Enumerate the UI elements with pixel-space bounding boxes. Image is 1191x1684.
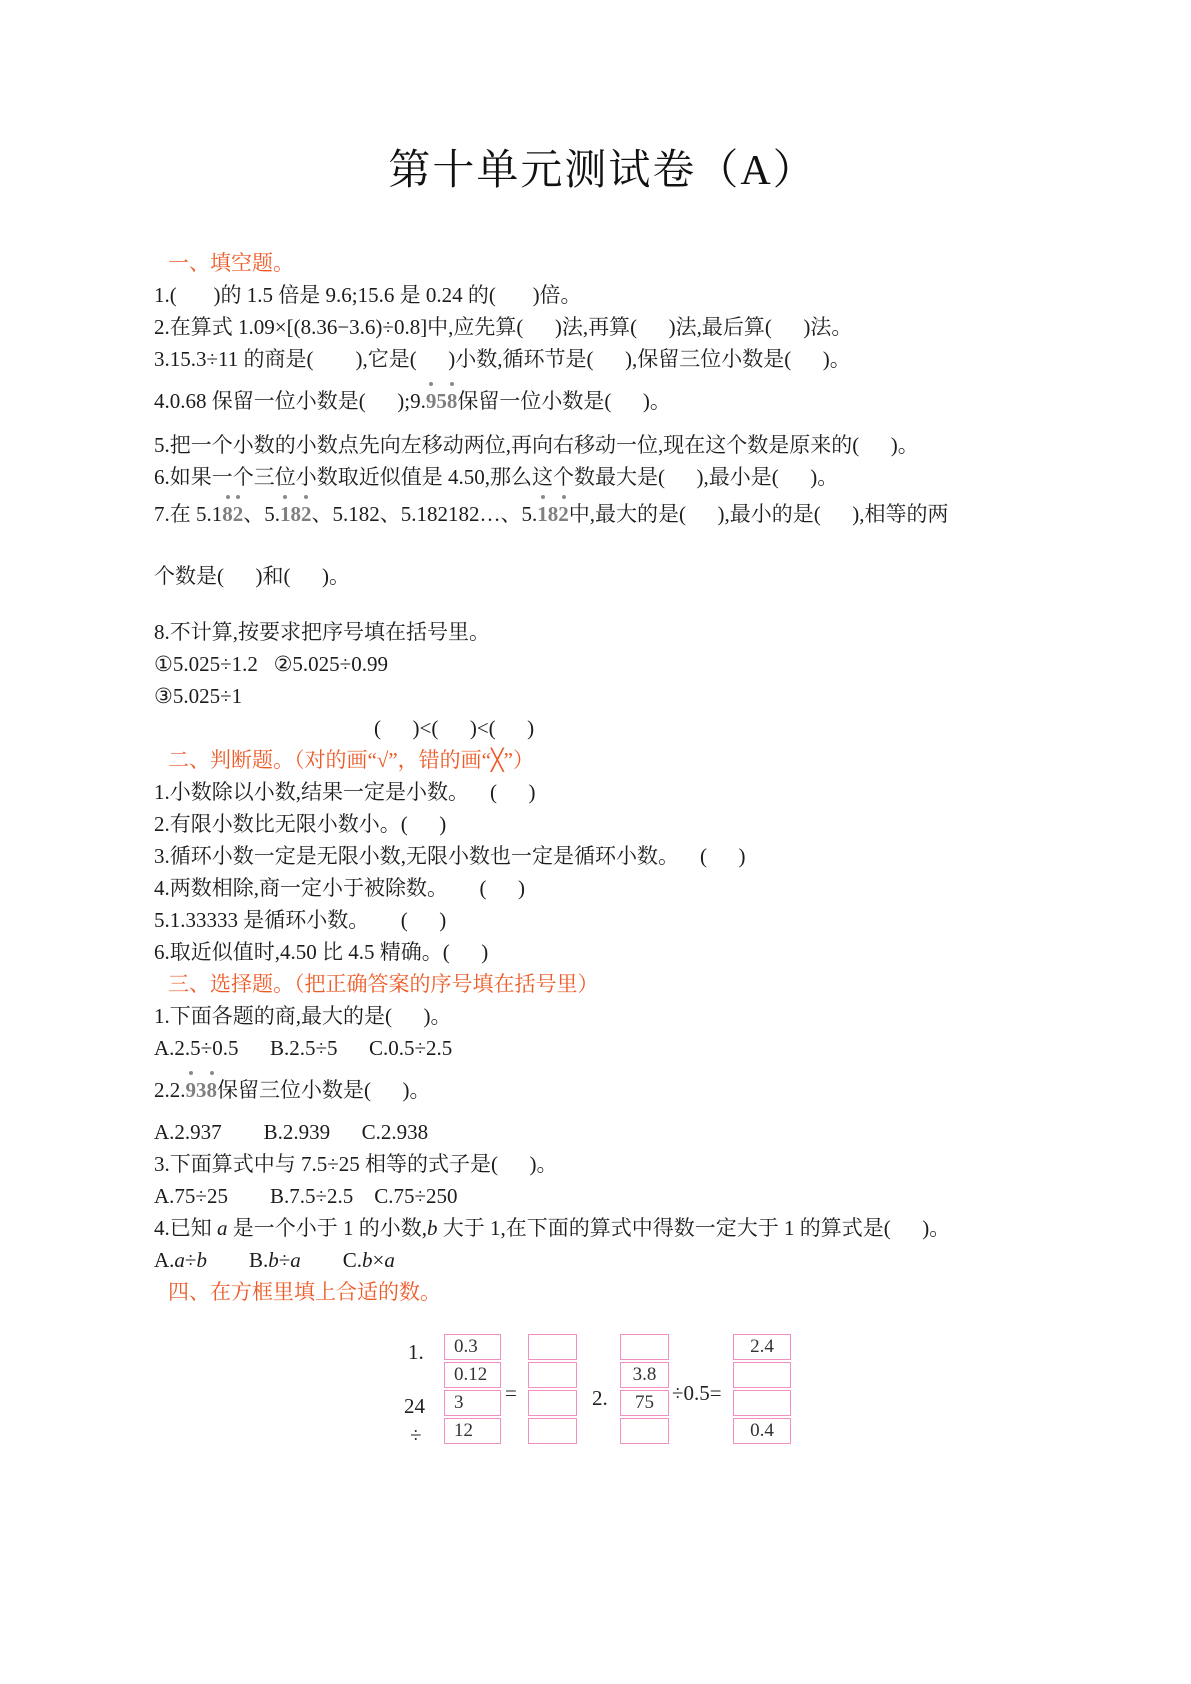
text-segment: 是一个小于 1 的小数, bbox=[227, 1216, 427, 1240]
fill-boxes-diagram bbox=[154, 1334, 1051, 1469]
s2-q5 bbox=[154, 904, 1051, 936]
item2-answer-box bbox=[733, 1390, 791, 1416]
item2-input-box: 3.8 bbox=[620, 1362, 669, 1388]
repeating-decimal-digit: 1 bbox=[280, 498, 291, 530]
text-segment: ÷ bbox=[278, 1248, 291, 1272]
s3-q2-options bbox=[154, 1116, 1051, 1148]
item1-dividend: 24 bbox=[404, 1394, 425, 1418]
text-segment: 保留一位小数是( )。 bbox=[457, 389, 671, 413]
section4-heading bbox=[168, 1276, 1051, 1308]
text-segment: 1.( )的 1.5 倍是 9.6;15.6 是 0.24 的( )倍。 bbox=[154, 283, 582, 307]
s1-q5 bbox=[154, 429, 1051, 461]
text-segment: 4.已知 bbox=[154, 1216, 217, 1240]
s1-q3 bbox=[154, 343, 1051, 375]
s1-q6 bbox=[154, 461, 1051, 493]
text-segment: 大于 1,在下面的算式中得数一定大于 1 的算式是( )。 bbox=[437, 1216, 951, 1240]
item1-equals-sign: = bbox=[505, 1381, 517, 1405]
s3-q1 bbox=[154, 1000, 1051, 1032]
text-segment: 个数是( )和( )。 bbox=[154, 564, 350, 588]
section2-heading bbox=[168, 744, 1051, 776]
text-segment: b bbox=[196, 1248, 207, 1272]
text-segment: 3.15.3÷11 的商是( ),它是( )小数,循环节是( ),保留三位小数是( )。 bbox=[154, 347, 851, 371]
repeating-decimal-digit: 8 bbox=[207, 1074, 218, 1106]
item2-answer-box: 2.4 bbox=[733, 1334, 791, 1360]
repeating-decimal-digit: 8 bbox=[547, 502, 559, 526]
s1-q7-cont bbox=[154, 560, 1051, 592]
text-segment: ①5.025÷1.2 ②5.025÷0.99 bbox=[154, 652, 388, 676]
text-segment: 、5. bbox=[243, 502, 280, 526]
text-segment: 中,最大的是( ),最小的是( ),相等的两 bbox=[568, 502, 949, 526]
text-segment: A.2.937 B.2.939 C.2.938 bbox=[154, 1120, 429, 1144]
text-segment: 4.两数相除,商一定小于被除数。 ( ) bbox=[154, 876, 525, 900]
item1-input-box: 0.3 bbox=[444, 1334, 501, 1360]
s2-q6 bbox=[154, 936, 1051, 968]
s3-q4-options bbox=[154, 1244, 1051, 1276]
s2-q1 bbox=[154, 776, 1051, 808]
text-segment: C. bbox=[300, 1248, 363, 1272]
s1-q8-options-a bbox=[154, 648, 1051, 680]
item1-divide-operator: ÷ bbox=[410, 1423, 422, 1447]
s3-q1-options bbox=[154, 1032, 1051, 1064]
item2-label: 2. bbox=[592, 1386, 608, 1410]
item1-answer-box bbox=[528, 1418, 577, 1444]
section3-heading bbox=[168, 968, 1051, 1000]
text-segment: 5.1.33333 是循环小数。 ( ) bbox=[154, 908, 447, 932]
s1-q1 bbox=[154, 279, 1051, 311]
s1-q4 bbox=[154, 385, 1051, 417]
item1-answer-box bbox=[528, 1362, 577, 1388]
repeating-decimal-digit: 9 bbox=[426, 385, 437, 417]
text-segment: 保留三位小数是( )。 bbox=[217, 1078, 431, 1102]
repeating-decimal-digit: 2 bbox=[558, 498, 569, 530]
item1-input-box: 3 bbox=[444, 1390, 501, 1416]
s2-q4 bbox=[154, 872, 1051, 904]
repeating-decimal-digit: 3 bbox=[196, 1078, 207, 1102]
text-segment: 7.在 5.1 bbox=[154, 502, 223, 526]
item2-input-box bbox=[620, 1418, 669, 1444]
text-segment: B. bbox=[206, 1248, 269, 1272]
text-segment: b bbox=[427, 1216, 438, 1240]
text-segment: 四、在方框里填上合适的数。 bbox=[168, 1280, 441, 1304]
item1-answer-box bbox=[528, 1334, 577, 1360]
text-segment: a bbox=[174, 1248, 185, 1272]
s1-q7 bbox=[154, 498, 1051, 530]
repeating-decimal-digit: 5 bbox=[436, 389, 447, 413]
text-segment: 三、选择题。（把正确答案的序号填在括号里） bbox=[168, 972, 599, 996]
s3-q2 bbox=[154, 1074, 1051, 1106]
item1-input-column bbox=[444, 1334, 501, 1446]
repeating-decimal-digit: 1 bbox=[537, 498, 548, 530]
text-segment: 1.小数除以小数,结果一定是小数。 ( ) bbox=[154, 780, 536, 804]
text-segment: b bbox=[268, 1248, 279, 1272]
repeating-decimal-digit: 2 bbox=[233, 498, 244, 530]
item1-input-box: 12 bbox=[444, 1418, 501, 1444]
item2-input-column bbox=[620, 1334, 669, 1446]
text-segment: 3.循环小数一定是无限小数,无限小数也一定是循环小数。 ( ) bbox=[154, 844, 746, 868]
text-segment: A. bbox=[154, 1248, 175, 1272]
repeating-decimal-digit: 2 bbox=[301, 498, 312, 530]
text-segment: A.2.5÷0.5 B.2.5÷5 C.0.5÷2.5 bbox=[154, 1036, 453, 1060]
item2-answer-box: 0.4 bbox=[733, 1418, 791, 1444]
repeating-decimal-digit: 9 bbox=[186, 1074, 197, 1106]
s3-q3 bbox=[154, 1148, 1051, 1180]
text-segment: 、5.182、5.182182…、5. bbox=[311, 502, 538, 526]
repeating-decimal-digit: 8 bbox=[290, 502, 301, 526]
text-segment: a bbox=[217, 1216, 228, 1240]
text-segment: ÷ bbox=[184, 1248, 197, 1272]
content-area bbox=[154, 247, 1051, 1308]
text-segment: 6.取近似值时,4.50 比 4.5 精确。( ) bbox=[154, 940, 489, 964]
text-segment: × bbox=[372, 1248, 385, 1272]
s2-q2 bbox=[154, 808, 1051, 840]
item2-answer-column bbox=[733, 1334, 791, 1446]
text-segment: 3.下面算式中与 7.5÷25 相等的式子是( )。 bbox=[154, 1152, 558, 1176]
text-segment: a bbox=[384, 1248, 395, 1272]
s1-q8-options-b bbox=[154, 680, 1051, 712]
text-segment: 4.0.68 保留一位小数是( );9. bbox=[154, 389, 426, 413]
text-segment: ( )<( )<( ) bbox=[374, 716, 535, 740]
s1-q2 bbox=[154, 311, 1051, 343]
item2-input-box: 75 bbox=[620, 1390, 669, 1416]
item1-answer-box bbox=[528, 1390, 577, 1416]
text-segment: 6.如果一个三位小数取近似值是 4.50,那么这个数最大是( ),最小是( )。 bbox=[154, 465, 839, 489]
repeating-decimal-digit: 8 bbox=[222, 498, 233, 530]
text-segment: 2.2. bbox=[154, 1078, 186, 1102]
s3-q4 bbox=[154, 1212, 1051, 1244]
section1-heading bbox=[168, 247, 1051, 279]
item1-label: 1. bbox=[408, 1340, 424, 1364]
text-segment: 2.在算式 1.09×[(8.36−3.6)÷0.8]中,应先算( )法,再算( )法,最后算( )法。 bbox=[154, 315, 853, 339]
repeating-decimal-digit: 8 bbox=[447, 385, 458, 417]
item1-answer-column bbox=[528, 1334, 577, 1446]
s2-q3 bbox=[154, 840, 1051, 872]
item2-answer-box bbox=[733, 1362, 791, 1388]
text-segment: 1.下面各题的商,最大的是( )。 bbox=[154, 1004, 452, 1028]
text-segment: 二、判断题。（对的画“√”，错的画“╳”） bbox=[168, 748, 534, 772]
text-segment: 2.有限小数比无限小数小。( ) bbox=[154, 812, 447, 836]
text-segment: 5.把一个小数的小数点先向左移动两位,再向右移动一位,现在这个数是原来的( )。 bbox=[154, 433, 919, 457]
page-title: 第十单元测试卷（A） bbox=[388, 148, 817, 194]
item2-divide-operator: ÷0.5= bbox=[672, 1381, 722, 1405]
text-segment: A.75÷25 B.7.5÷2.5 C.75÷250 bbox=[154, 1184, 458, 1208]
text-segment: a bbox=[290, 1248, 301, 1272]
text-segment: ③5.025÷1 bbox=[154, 684, 243, 708]
text-segment: 8.不计算,按要求把序号填在括号里。 bbox=[154, 620, 490, 644]
item1-input-box: 0.12 bbox=[444, 1362, 501, 1388]
s1-q8-compare-blanks bbox=[374, 712, 1051, 744]
text-segment: b bbox=[362, 1248, 373, 1272]
text-segment: 一、填空题。 bbox=[168, 251, 294, 275]
s3-q3-options bbox=[154, 1180, 1051, 1212]
s1-q8 bbox=[154, 616, 1051, 648]
item2-input-box bbox=[620, 1334, 669, 1360]
